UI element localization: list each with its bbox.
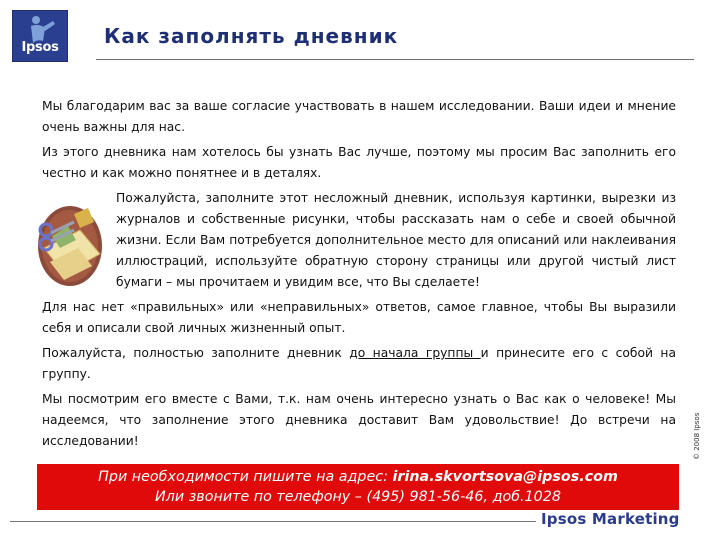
paragraph-how-to-fill: Пожалуйста, заполните этот несложный дневник, используя картинки, вырезки из журналов и собственные рисунки, чтобы рассказать нам о себе и своей обычной жизни. Если Вам потребуется дополнительное место для описаний или наклеивания иллюстраций, используйте обратную сторону страницы или другой чистый лист бумаги – мы прочитаем и увидим все, что Вы сделаете!	[116, 191, 676, 289]
contact-email-line	[37, 467, 679, 487]
contact-phone-line: Или звоните по телефону – (495) 981-56-46, доб.1028	[155, 489, 561, 505]
scissors-paper-clipart-icon	[34, 196, 106, 288]
footer-brand: Ipsos Marketing	[541, 510, 680, 528]
paragraph-purpose: Из этого дневника нам хотелось бы узнать Вас лучше, поэтому мы просим Вас заполнить его честно и как можно понятнее и в деталях.	[42, 145, 676, 180]
contact-email-prefix: При необходимости пишите на адрес:	[98, 469, 393, 485]
page-title: Как заполнять дневник	[104, 24, 399, 48]
copyright-vertical: © 2008 Ipsos	[693, 412, 701, 460]
deadline-underlined: до начала группы	[349, 346, 481, 360]
ipsos-logo	[12, 10, 68, 62]
paragraph-closing: Мы посмотрим его вместе с Вами, т.к. нам очень интересно узнать о Вас как о человеке! Мы надеемся, что заполнение этого дневника доставит Вам удовольствие! До встречи на исследовании!	[42, 392, 676, 448]
title-divider	[96, 59, 694, 60]
paragraph-deadline	[42, 343, 676, 385]
instructions-body	[42, 96, 676, 456]
paragraph-thanks: Мы благодарим вас за ваше согласие участвовать в нашем исследовании. Ваши идеи и мнение очень важны для нас.	[42, 99, 676, 134]
deadline-text-before: Пожалуйста, полностью заполните дневник	[42, 346, 350, 360]
contact-banner	[37, 464, 679, 510]
paragraph-no-wrong-answers: Для нас нет «правильных» или «неправильных» ответов, самое главное, чтобы Вы выразили себя и описали свой личных жизненный опыт.	[42, 300, 676, 335]
contact-email[interactable]: irina.skvortsova@ipsos.com	[392, 469, 618, 485]
logo-wordmark: Ipsos	[21, 40, 59, 55]
footer-divider	[10, 521, 536, 522]
deadline-text-after: и принесите его с собой на группу.	[42, 346, 676, 381]
